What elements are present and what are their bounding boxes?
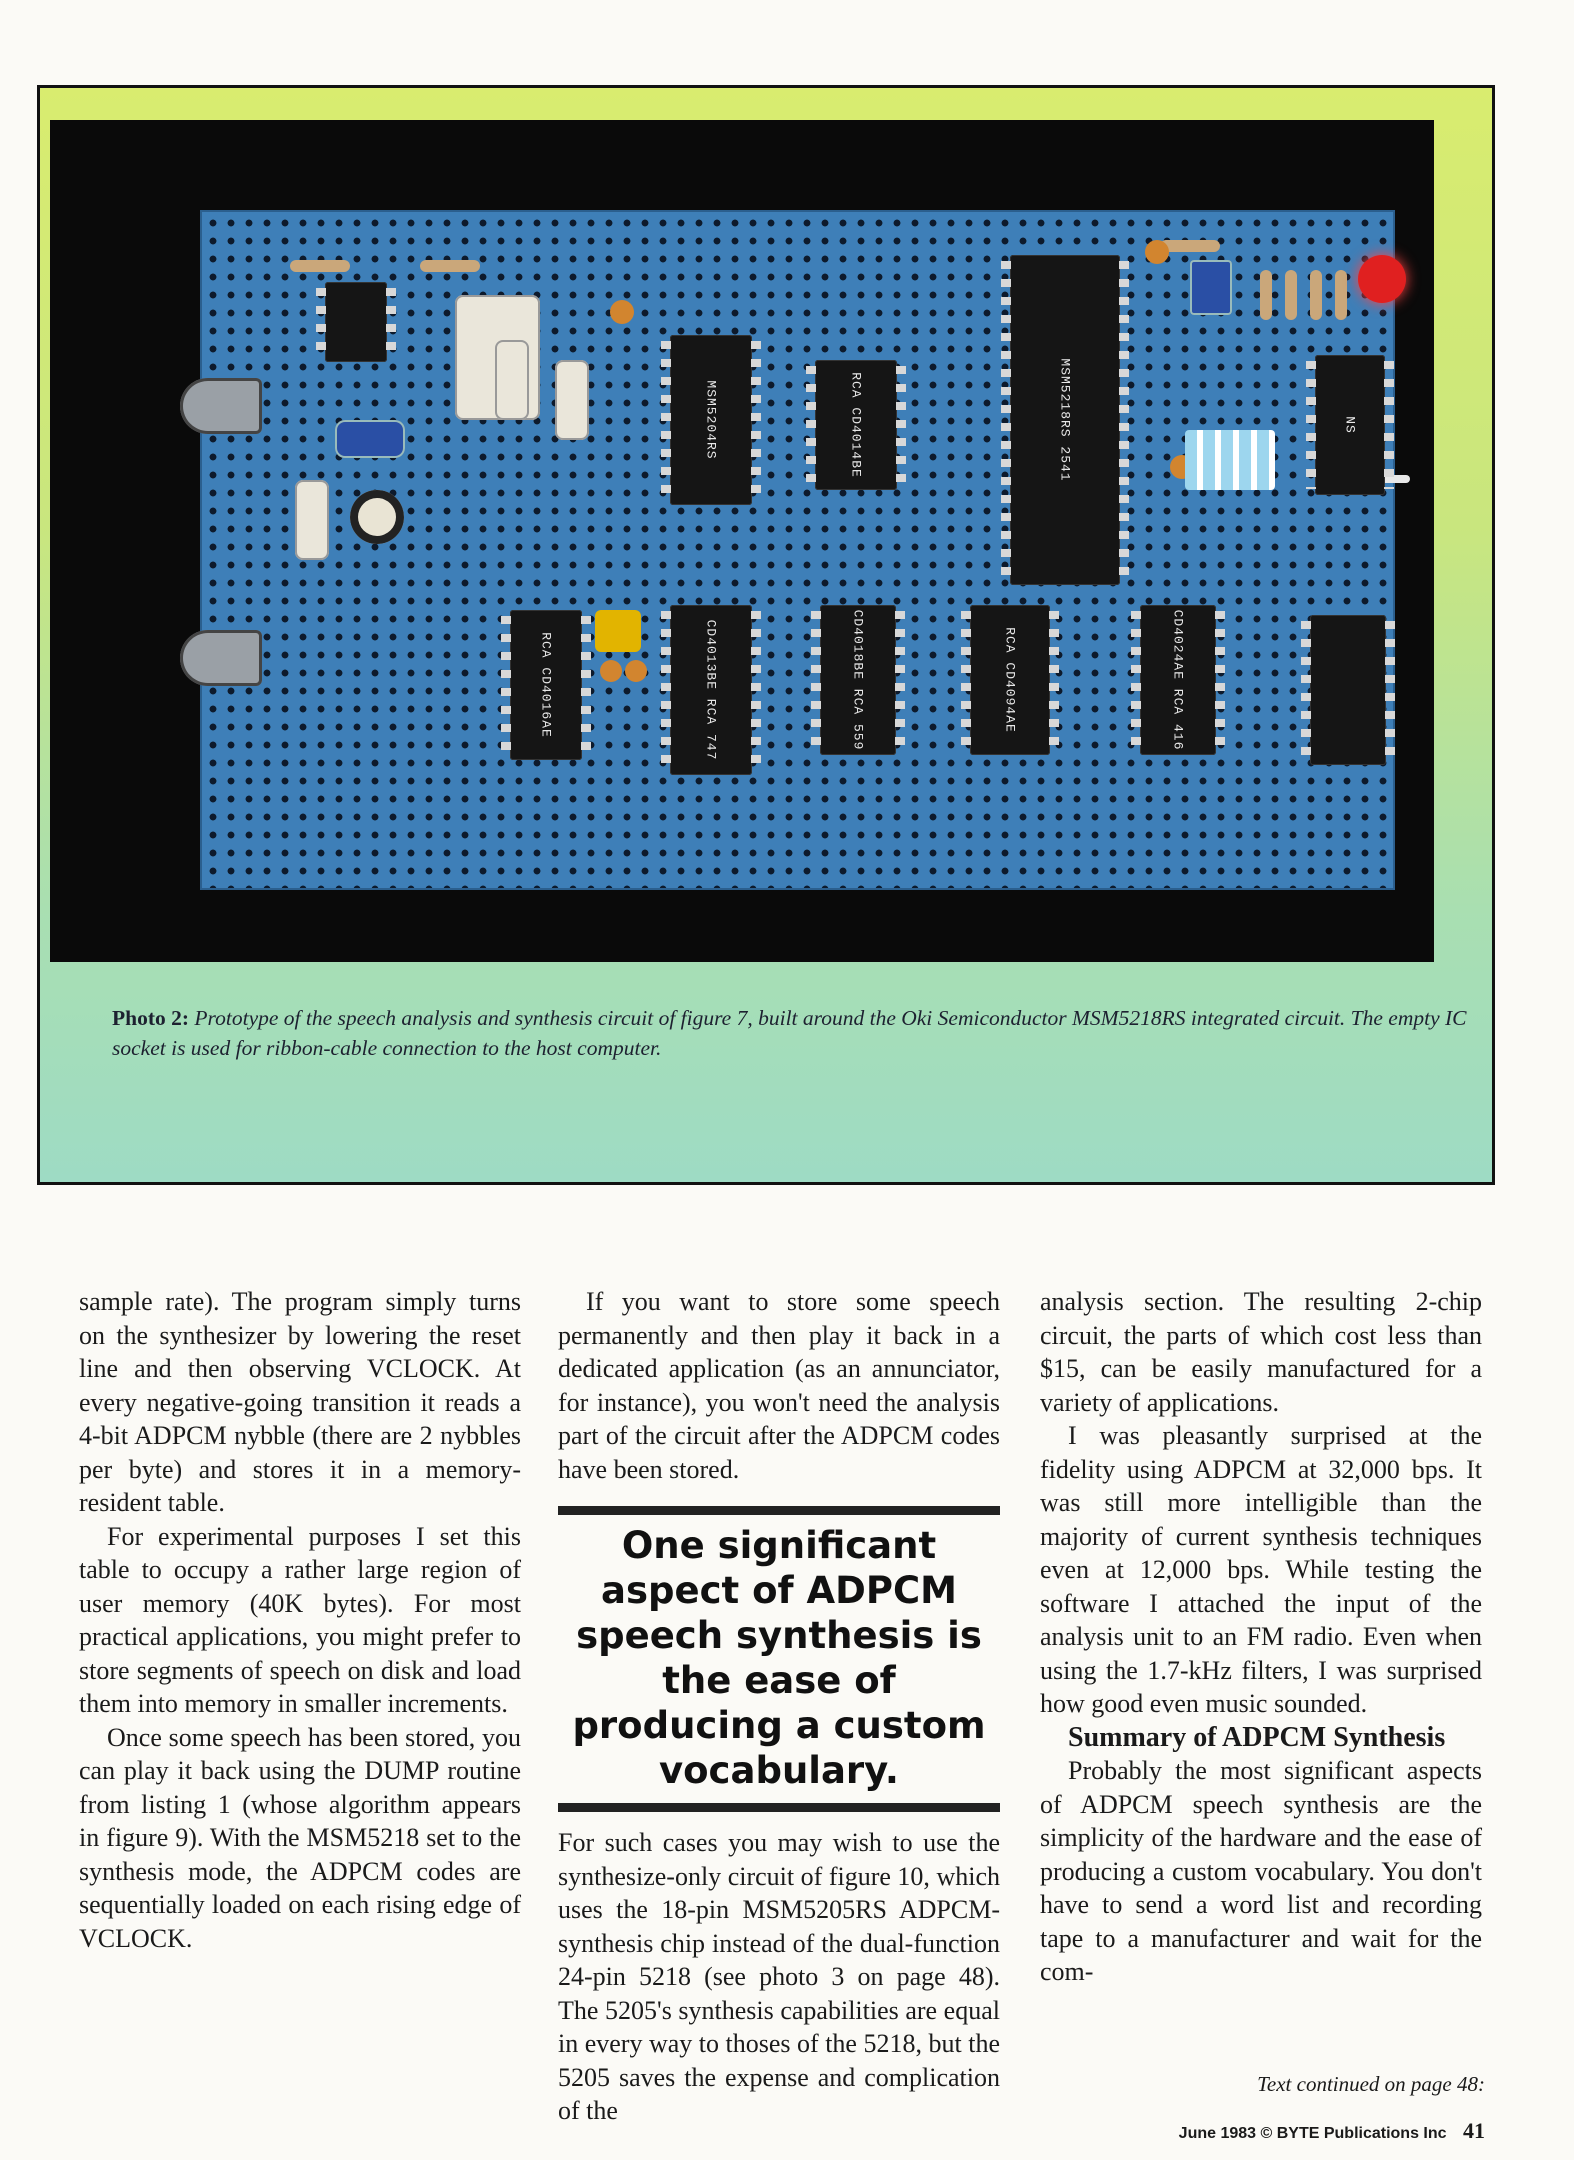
circuit-photo <box>50 120 1434 962</box>
capacitor <box>1190 260 1232 315</box>
paragraph: sample rate). The program simply turns on the synthesizer by lowering the reset line and then observing VCLOCK. At every negative-going transition it reads a 4-bit ADPCM nybble (there are 2 nybbles per byte) and stores it in a memory-resident table. <box>79 1287 521 1517</box>
caption-lead: Photo 2: <box>112 1006 190 1030</box>
chip-cd4016: RCA CD4016AE <box>510 610 582 760</box>
pull-quote: One significant aspect of ADPCM speech synthesis is the ease of producing a custom vocabulary. <box>558 1506 1000 1812</box>
audio-jack-bottom <box>180 630 262 686</box>
photo-caption <box>112 1003 1502 1063</box>
text-column-3 <box>1040 1285 1482 1989</box>
capacitor <box>610 300 634 324</box>
op-amp-chip <box>325 282 387 362</box>
capacitor <box>295 480 329 560</box>
resistor <box>1285 270 1297 320</box>
text-column-1 <box>79 1285 521 1955</box>
paragraph: For experimental purposes I set this table to occupy a rather large region of user memory (40K bytes). For most practical applications, you might prefer to store segments of speech on disk and load them into memory in smaller increments. <box>79 1521 521 1718</box>
audio-jack-top <box>180 378 262 434</box>
photo-2-panel <box>37 85 1495 1185</box>
resistor <box>1310 270 1322 320</box>
chip-cd4014: RCA CD4014BE <box>815 360 897 490</box>
capacitor <box>595 610 641 652</box>
capacitor <box>335 420 405 458</box>
chip-msm5218rs: MSM5218RS 2541 <box>1010 255 1120 585</box>
chip-cd4018: CD4018BE RCA 559 <box>820 605 896 755</box>
paragraph: I was pleasantly surprised at the fidelity using ADPCM at 32,000 bps. It was still more intelligible than the majority of current synthesis techniques even at 12,000 bps. While testing the software I attached the input of the analysis unit to an FM radio. Even when using the 1.7-kHz filters, I was surprised how good even music sounded. <box>1040 1421 1482 1718</box>
footer-credit: June 1983 © BYTE Publications Inc <box>1178 2125 1447 2142</box>
page-footer <box>1000 2118 1485 2144</box>
resistor <box>1160 240 1220 252</box>
paragraph: If you want to store some speech permanently and then play it back in a dedicated application (as an annunciator, for instance), you won't need the analysis part of the circuit after the ADPCM codes have been stored. <box>558 1287 1000 1484</box>
continued-note: Text continued on page 48: <box>1257 2072 1485 2096</box>
chip-unlabeled <box>1310 615 1386 765</box>
chip-cd4094: RCA CD4094AE <box>970 605 1050 755</box>
resistor <box>1260 270 1272 320</box>
resistor <box>290 260 350 272</box>
text-column-2 <box>558 1285 1000 2128</box>
capacitor <box>625 660 647 682</box>
paragraph: Probably the most significant aspects of ADPCM speech synthesis are the simplicity of the hardware and the ease of producing a custom vocabulary. You don't have to send a word list and recording tape to a manufacturer and wait for the com- <box>1040 1756 1482 1986</box>
resistor <box>420 260 480 272</box>
chip-cd4013: CD4013BE RCA 747 <box>670 605 752 775</box>
paragraph: analysis section. The resulting 2-chip circuit, the parts of which cost less than $15, can be easily manufactured for a variety of applications. <box>1040 1287 1482 1417</box>
paragraph: Once some speech has been stored, you can play it back using the DUMP routine from listing 1 (whose algorithm appears in figure 9). With the MSM5218 set to the synthesis mode, the ADPCM codes are sequentially loaded on each rising edge of VCLOCK. <box>79 1722 521 1953</box>
trimmer-pot <box>350 490 404 544</box>
capacitor <box>555 360 589 440</box>
perfboard <box>200 210 1395 890</box>
empty-ic-socket <box>1185 430 1275 490</box>
paragraph: For such cases you may wish to use the synthesize-only circuit of figure 10, which uses the 18-pin MSM5205RS ADPCM-synthesis chip instead of the dual-function 24-pin 5218 (see photo 3 on page 48). The 5205's synthesis capabilities are equal in every way to thoses of the 5218, but the 5205 saves the expense and complication of the <box>558 1828 1000 2125</box>
section-heading: Summary of ADPCM Synthesis <box>1068 1721 1446 1753</box>
chip-msm5204rs: MSM5204RS <box>670 335 752 505</box>
resistor <box>1335 270 1347 320</box>
chip-cd4024: CD4024AE RCA 416 <box>1140 605 1216 755</box>
capacitor <box>495 340 529 420</box>
chip-ns: NS <box>1315 355 1385 495</box>
capacitor <box>1145 240 1169 264</box>
caption-body: Prototype of the speech analysis and synthesis circuit of figure 7, built around the Oki Semiconductor MSM5218RS integrated circuit. The empty IC socket is used for ribbon-cable connection to the host computer. <box>112 1006 1467 1060</box>
capacitor <box>600 660 622 682</box>
led-red <box>1358 255 1406 303</box>
page-number: 41 <box>1463 2118 1485 2143</box>
